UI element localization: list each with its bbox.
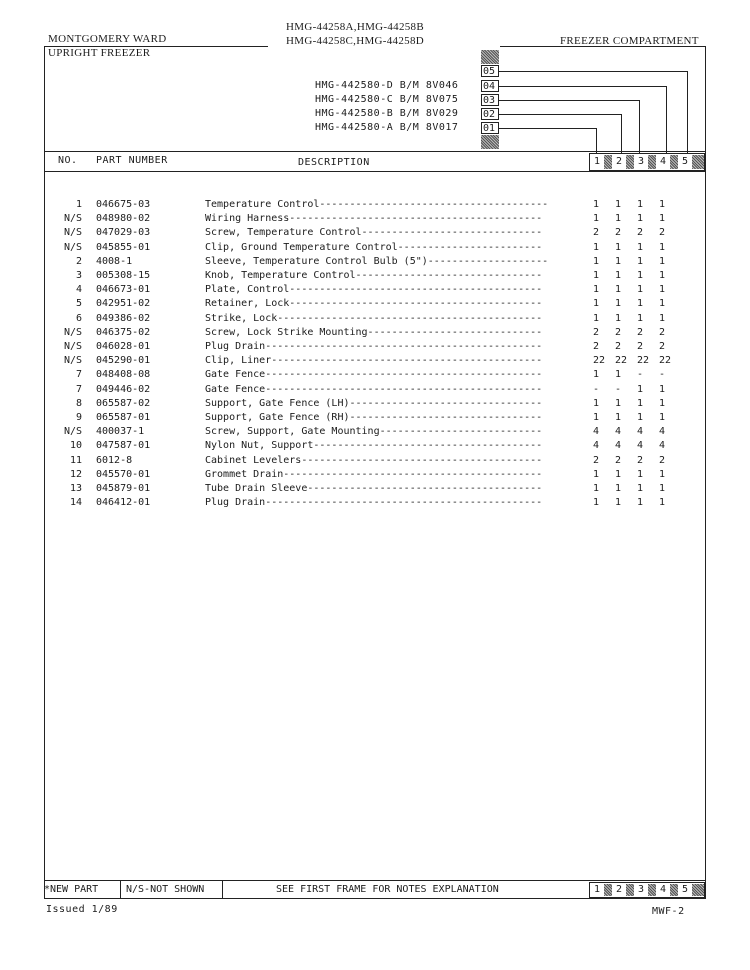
quantity-model-3: 1 (637, 284, 644, 296)
quantity-model-3: 1 (637, 312, 644, 324)
part-number: 045290-01 (96, 355, 151, 367)
connector-04-v (666, 86, 667, 153)
part-description: Retainer, Lock------------------------------------------ (205, 298, 549, 310)
item-number: 14 (69, 497, 82, 509)
quantity-model-2: 2 (615, 454, 622, 466)
quantity-model-4: 4 (659, 426, 666, 438)
quantity-model-4: 1 (659, 270, 666, 281)
quantity-model-4: 1 (659, 383, 666, 395)
part-number: 4008-1 (96, 255, 133, 267)
quantity-model-3: 2 (637, 227, 644, 239)
part-number: 047029-03 (96, 227, 151, 239)
quantity-model-3: 2 (637, 326, 644, 338)
quantity-model-1: 2 (593, 454, 600, 466)
footer-model-columns (589, 882, 705, 898)
part-description: Plug Drain---------------------------------------------- (205, 341, 549, 352)
part-number: 6012-8 (96, 454, 133, 466)
footer-divider (120, 881, 121, 899)
quantity-model-3: 2 (637, 454, 644, 466)
item-number: 11 (69, 454, 82, 466)
parts-row (44, 198, 704, 212)
quantity-model-2: 1 (615, 397, 622, 409)
quantity-model-3: 1 (637, 213, 644, 225)
item-number: 9 (75, 412, 82, 423)
model-label-a: HMG-442580-A B/M 8V017 (315, 122, 459, 133)
quantity-model-2: 1 (615, 497, 622, 509)
quantity-model-1: 2 (593, 341, 600, 352)
model-numbers-line1: HMG-44258A,HMG-44258B (286, 21, 424, 33)
quantity-model-4: 1 (659, 497, 666, 509)
parts-row (44, 212, 704, 226)
quantity-model-1: 1 (593, 497, 600, 509)
parts-row (44, 397, 704, 411)
parts-row (44, 454, 704, 468)
quantity-model-1: 1 (593, 213, 600, 225)
part-description: Temperature Control-------------------------------------- (205, 199, 555, 210)
part-number: 048980-02 (96, 213, 151, 225)
part-description: Cabinet Levelers---------------------------------------- (205, 454, 549, 466)
connector-03-h (499, 100, 639, 101)
model-label-d: HMG-442580-D B/M 8V046 (315, 80, 459, 91)
model-col-shade (648, 155, 656, 169)
model-key-04: 04 (481, 80, 499, 92)
quantity-model-3: 1 (637, 397, 644, 409)
parts-row (44, 482, 704, 496)
column-part-number: PART NUMBER (96, 155, 168, 166)
quantity-model-4: 2 (659, 326, 666, 338)
quantity-model-1: 1 (593, 298, 600, 310)
footer-col-4: 4 (659, 884, 667, 895)
model-col-shade (626, 155, 634, 169)
parts-row (44, 255, 704, 269)
parts-row (44, 368, 704, 382)
model-col-shade (670, 155, 678, 169)
section-title: FREEZER COMPARTMENT (560, 35, 699, 47)
footer-col-shade (648, 884, 656, 896)
part-number: 065587-02 (96, 397, 151, 409)
notes-explanation: SEE FIRST FRAME FOR NOTES EXPLANATION (276, 884, 499, 895)
item-number: 5 (75, 298, 82, 310)
part-number: 046412-01 (96, 497, 151, 509)
quantity-model-3: 4 (637, 440, 644, 452)
quantity-model-3: 1 (637, 241, 644, 253)
part-number: 048408-08 (96, 369, 151, 381)
parts-row (44, 425, 704, 439)
quantity-model-1: 1 (593, 255, 600, 267)
quantity-model-4: 1 (659, 213, 666, 225)
item-number: 4 (75, 284, 82, 296)
parts-row (44, 283, 704, 297)
parts-row (44, 439, 704, 453)
connector-04-h (499, 86, 666, 87)
item-number: 7 (75, 369, 82, 381)
issued-date: Issued 1/89 (46, 904, 118, 915)
part-description: Nylon Nut, Support-------------------------------------- (205, 440, 549, 452)
connector-05-h (499, 71, 687, 72)
model-col-3: 3 (637, 156, 645, 167)
quantity-model-3: - (637, 369, 644, 381)
part-description: Clip, Liner--------------------------------------------- (205, 355, 549, 367)
quantity-model-1: 1 (593, 199, 600, 210)
quantity-model-1: - (593, 383, 600, 395)
connector-01-h (499, 128, 596, 129)
part-number: 046028-01 (96, 341, 151, 352)
part-description: Screw, Lock Strike Mounting----------------------------- (205, 326, 549, 338)
model-key-02: 02 (481, 108, 499, 120)
item-number: N/S (63, 341, 82, 352)
quantity-model-3: 1 (637, 468, 644, 480)
quantity-model-2: 1 (615, 468, 622, 480)
part-description: Support, Gate Fence (RH)-------------------------------- (205, 412, 549, 423)
quantity-model-2: 2 (615, 326, 622, 338)
connector-02-h (499, 114, 621, 115)
connector-03-v (639, 100, 640, 153)
model-label-b: HMG-442580-B B/M 8V029 (315, 108, 459, 119)
quantity-model-3: 1 (637, 199, 644, 210)
page-id: MWF-2 (652, 906, 685, 917)
model-col-shade (604, 155, 612, 169)
part-number: 065587-01 (96, 412, 151, 423)
quantity-model-4: 1 (659, 199, 666, 210)
part-description: Strike, Lock-------------------------------------------- (205, 312, 549, 324)
part-number: 042951-02 (96, 298, 151, 310)
quantity-model-4: 1 (659, 412, 666, 423)
parts-row (44, 312, 704, 326)
quantity-model-2: 1 (615, 213, 622, 225)
model-col-shade (692, 155, 704, 169)
quantity-model-4: - (659, 369, 666, 381)
model-label-c: HMG-442580-C B/M 8V075 (315, 94, 459, 105)
part-number: 045855-01 (96, 241, 151, 253)
quantity-model-4: 1 (659, 312, 666, 324)
footer-col-shade (692, 884, 704, 896)
item-number: N/S (63, 426, 82, 438)
quantity-model-2: 1 (615, 369, 622, 381)
quantity-model-1: 1 (593, 483, 600, 494)
part-number: 046375-02 (96, 326, 151, 338)
quantity-model-1: 1 (593, 468, 600, 480)
part-description: Screw, Support, Gate Mounting--------------------------- (205, 426, 549, 438)
model-col-5: 5 (681, 156, 689, 167)
quantity-model-2: 1 (615, 412, 622, 423)
quantity-model-3: 1 (637, 412, 644, 423)
footer-col-1: 1 (593, 884, 601, 895)
item-number: N/S (63, 241, 82, 253)
quantity-model-1: 1 (593, 412, 600, 423)
part-description: Grommet Drain------------------------------------------- (205, 468, 549, 480)
connector-05-v (687, 71, 688, 153)
part-number: 005308-15 (96, 270, 151, 281)
footer-col-shade (604, 884, 612, 896)
quantity-model-1: 1 (593, 369, 600, 381)
parts-row (44, 383, 704, 397)
item-number: 8 (75, 397, 82, 409)
connector-02-v (621, 114, 622, 153)
footer-col-5: 5 (681, 884, 689, 895)
quantity-model-4: 1 (659, 255, 666, 267)
model-key-shade-top (481, 50, 499, 64)
part-description: Clip, Ground Temperature Control------------------------ (205, 241, 549, 253)
quantity-model-2: 1 (615, 483, 622, 494)
quantity-model-3: 1 (637, 483, 644, 494)
part-number: 046673-01 (96, 284, 151, 296)
model-key-01: 01 (481, 122, 499, 134)
item-number: 12 (69, 468, 82, 480)
quantity-model-1: 1 (593, 270, 600, 281)
part-description: Gate Fence---------------------------------------------- (205, 369, 549, 381)
quantity-model-3: 2 (637, 341, 644, 352)
item-number: 10 (69, 440, 82, 452)
part-description: Plate, Control------------------------------------------ (205, 284, 549, 296)
quantity-model-4: 2 (659, 341, 666, 352)
quantity-model-2: 1 (615, 199, 622, 210)
model-columns-header (589, 153, 705, 171)
quantity-model-3: 1 (637, 255, 644, 267)
model-col-1: 1 (593, 156, 601, 167)
item-number: N/S (63, 355, 82, 367)
not-shown-legend: N/S-NOT SHOWN (126, 884, 205, 895)
quantity-model-4: 1 (659, 241, 666, 253)
quantity-model-1: 4 (593, 426, 600, 438)
header-rule-bottom (44, 171, 705, 172)
quantity-model-3: 1 (637, 383, 644, 395)
item-number: 6 (75, 312, 82, 324)
parts-row (44, 226, 704, 240)
quantity-model-2: 1 (615, 241, 622, 253)
brand-name: MONTGOMERY WARD (48, 33, 167, 45)
header-rule-top (44, 151, 705, 152)
column-description: DESCRIPTION (298, 157, 370, 168)
quantity-model-1: 1 (593, 284, 600, 296)
item-number: N/S (63, 213, 82, 225)
quantity-model-4: 22 (659, 355, 672, 367)
model-col-2: 2 (615, 156, 623, 167)
product-name: UPRIGHT FREEZER (48, 47, 151, 59)
part-number: 400037-1 (96, 426, 145, 438)
part-description: Knob, Temperature Control------------------------------- (205, 270, 549, 281)
parts-row (44, 354, 704, 368)
quantity-model-2: 22 (615, 355, 628, 367)
footer-col-shade (670, 884, 678, 896)
quantity-model-3: 1 (637, 497, 644, 509)
item-number: N/S (63, 227, 82, 239)
quantity-model-3: 4 (637, 426, 644, 438)
item-number: 13 (69, 483, 82, 494)
parts-row (44, 468, 704, 482)
model-key-03: 03 (481, 94, 499, 106)
quantity-model-1: 1 (593, 397, 600, 409)
item-number: 3 (75, 270, 82, 281)
part-number: 045879-01 (96, 483, 151, 494)
quantity-model-1: 1 (593, 312, 600, 324)
quantity-model-2: 2 (615, 227, 622, 239)
parts-row (44, 241, 704, 255)
part-number: 049386-02 (96, 312, 151, 324)
footer-bar (44, 880, 705, 899)
footer-col-2: 2 (615, 884, 623, 895)
quantity-model-1: 22 (593, 355, 606, 367)
part-description: Sleeve, Temperature Control Bulb (5")-------------------- (205, 255, 555, 267)
quantity-model-2: 1 (615, 312, 622, 324)
quantity-model-4: 4 (659, 440, 666, 452)
quantity-model-2: 4 (615, 426, 622, 438)
part-description: Plug Drain---------------------------------------------- (205, 497, 549, 509)
model-key-shade-bottom (481, 135, 499, 149)
parts-row (44, 496, 704, 510)
item-number: 7 (75, 383, 82, 395)
parts-row (44, 411, 704, 425)
parts-row (44, 297, 704, 311)
model-numbers-line2: HMG-44258C,HMG-44258D (286, 35, 424, 47)
footer-divider (222, 881, 223, 899)
item-number: 1 (75, 199, 82, 210)
quantity-model-1: 1 (593, 241, 600, 253)
quantity-model-4: 2 (659, 227, 666, 239)
quantity-model-3: 1 (637, 298, 644, 310)
quantity-model-2: 1 (615, 270, 622, 281)
new-part-legend: *NEW PART (44, 884, 99, 895)
quantity-model-1: 4 (593, 440, 600, 452)
quantity-model-4: 1 (659, 468, 666, 480)
quantity-model-1: 2 (593, 227, 600, 239)
model-key-05: 05 (481, 65, 499, 77)
quantity-model-2: 1 (615, 298, 622, 310)
parts-row (44, 340, 704, 354)
quantity-model-4: 1 (659, 284, 666, 296)
quantity-model-3: 1 (637, 270, 644, 281)
quantity-model-3: 22 (637, 355, 650, 367)
model-col-4: 4 (659, 156, 667, 167)
quantity-model-4: 1 (659, 483, 666, 494)
part-number: 049446-02 (96, 383, 151, 395)
column-no: NO. (58, 155, 78, 166)
parts-row (44, 269, 704, 283)
quantity-model-1: 2 (593, 326, 600, 338)
footer-col-3: 3 (637, 884, 645, 895)
quantity-model-2: 1 (615, 284, 622, 296)
quantity-model-2: 1 (615, 255, 622, 267)
part-number: 045570-01 (96, 468, 151, 480)
quantity-model-4: 2 (659, 454, 666, 466)
parts-row (44, 326, 704, 340)
footer-col-shade (626, 884, 634, 896)
quantity-model-2: - (615, 383, 622, 395)
part-description: Gate Fence---------------------------------------------- (205, 383, 549, 395)
quantity-model-2: 4 (615, 440, 622, 452)
quantity-model-2: 2 (615, 341, 622, 352)
quantity-model-4: 1 (659, 397, 666, 409)
item-number: 2 (75, 255, 82, 267)
part-number: 047587-01 (96, 440, 151, 452)
quantity-model-4: 1 (659, 298, 666, 310)
part-description: Tube Drain Sleeve--------------------------------------- (205, 483, 549, 494)
part-description: Wiring Harness------------------------------------------ (205, 213, 549, 225)
item-number: N/S (63, 326, 82, 338)
part-number: 046675-03 (96, 199, 151, 210)
part-description: Screw, Temperature Control------------------------------ (205, 227, 549, 239)
connector-01-v (596, 128, 597, 153)
part-description: Support, Gate Fence (LH)-------------------------------- (205, 397, 549, 409)
